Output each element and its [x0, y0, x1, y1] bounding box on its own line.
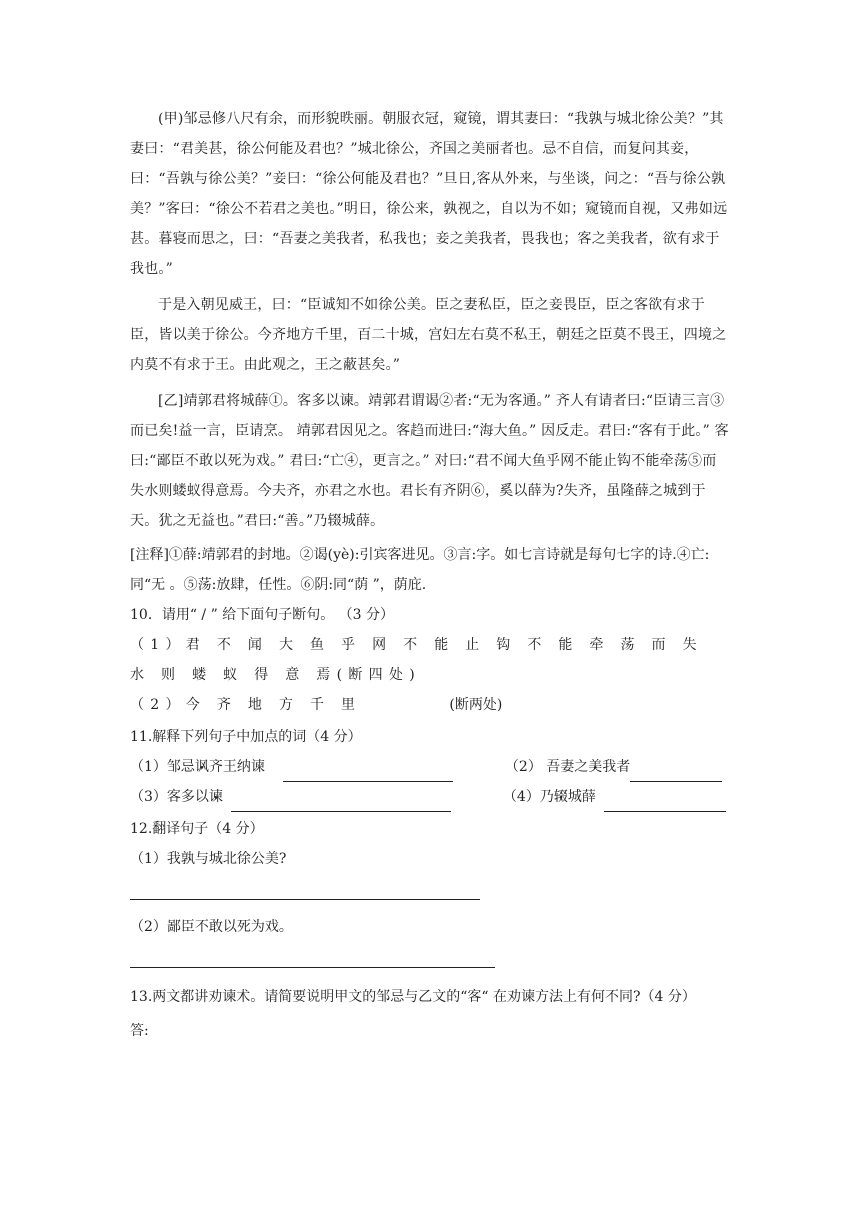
q11-answer-blank-2[interactable] — [630, 763, 722, 782]
question-10-title: 10．请用“ / ” 给下面句子断句。 （3 分） — [130, 607, 395, 623]
question-11-row-1 — [130, 752, 730, 782]
question-10-sentence-1: （1）君 不 闻 大 鱼 乎 网 不 能 止 钩 不 能 牵 荡 而 失 水 则 蝼 蚁 得 意 焉(断四处) — [130, 637, 703, 683]
q11-answer-blank-3[interactable] — [231, 793, 451, 812]
q12-answer-line-2[interactable] — [130, 966, 495, 968]
annotation-notes: [注释]①薛:靖郭君的封地。②谒(yè):引宾客进见。③言:字。如七言诗就是每句七字的诗.④亡:同“无 。⑤荡:放肆，任性。⑥阴:同“荫 ”，荫庇. — [130, 547, 710, 593]
q11-item-3: （3）客多以谏 • — [130, 782, 223, 812]
question-12-sentence-1: （1）我孰与城北徐公美? — [130, 851, 287, 867]
q11-answer-blank-4[interactable] — [604, 793, 726, 812]
q12-answer-line-1[interactable] — [130, 898, 480, 900]
question-11-title: 11.解释下列句子中加点的词（4 分） — [130, 729, 362, 745]
question-12-title: 12.翻译句子（4 分） — [130, 821, 264, 837]
q11-item-1: （1）邹忌讽 •齐王纳谏 — [130, 752, 265, 782]
passage-jia-paragraph-1: (甲)邹忌修八尺有余，而形貌昳丽。朝服衣冠，窥镜，谓其妻曰：“我孰与城北徐公美？”其妻曰：“君美甚，徐公何能及君也？”城北徐公，齐国之美丽者也。忌不自信，而复问其妾，曰：“吾孰与徐公美？”妾曰：“徐公何能及君也？”旦日,客从外来，与坐谈，问之：“吾与徐公孰美？”客曰：“徐公不若君之美也。”明日，徐公来，孰视之，自以为不如；窥镜而自视，又弗如远甚。暮寝而思之，曰：“吾妻之美我者，私我也；妾之美我者，畏我也；客之美我者，欲有求于我也。” — [130, 111, 728, 277]
q11-item-4: （4）乃辍 •城薛 — [503, 782, 596, 812]
question-12-sentence-2: （2）鄙臣不敢以死为戏。 — [130, 919, 293, 935]
question-13-title: 13.两文都讲劝谏术。请简要说明甲文的邹忌与乙文的“客“ 在劝谏方法上有何不同?（4 分） — [130, 989, 696, 1005]
question-10-sentence-2 — [130, 690, 730, 720]
question-13-answer-label: 答: — [130, 1023, 149, 1039]
question-10-sentence-2-text: （2）今 齐 地 方 千 里 — [130, 697, 362, 713]
passage-jia-paragraph-2: 于是入朝见威王，曰：“臣诚知不如徐公美。臣之妻私臣，臣之妾畏臣，臣之客欲有求于臣，皆以美于徐公。今齐地方千里，百二十城，宫妇左右莫不私王，朝廷之臣莫不畏王，四境之内莫不有求于王。由此观之，王之蔽甚矣。” — [130, 297, 727, 373]
question-10-sentence-2-hint: (断两处) — [449, 697, 503, 713]
q11-answer-blank-1[interactable] — [283, 763, 453, 782]
q11-item-2: （2） 吾妻之美 •我者 — [505, 752, 630, 782]
passage-yi-paragraph: [乙]靖郭君将城薛①。客多以谏。靖郭君谓谒②者:“无为客通。” 齐人有请者曰:“臣请三言③而已矣!益一言，臣请烹。 靖郭君因见之。客趋而进曰:“海大鱼。” 因反走。君曰:“客有于此。” 客曰:“鄙臣不敢以死为戏。” 君曰:“亡④，更言之。” 对曰:“君不闻大鱼乎网不能止钩不能牵荡⑤而失水则蝼蚁得意焉。今夫齐，亦君之水也。君长有齐阴⑥，奚以薛为?失齐，虽隆薛之城到于天。犹之无益也。”君曰:“善。”乃辍城薛。 — [130, 393, 729, 529]
question-11-row-2 — [130, 782, 730, 812]
exam-page — [130, 104, 730, 1046]
